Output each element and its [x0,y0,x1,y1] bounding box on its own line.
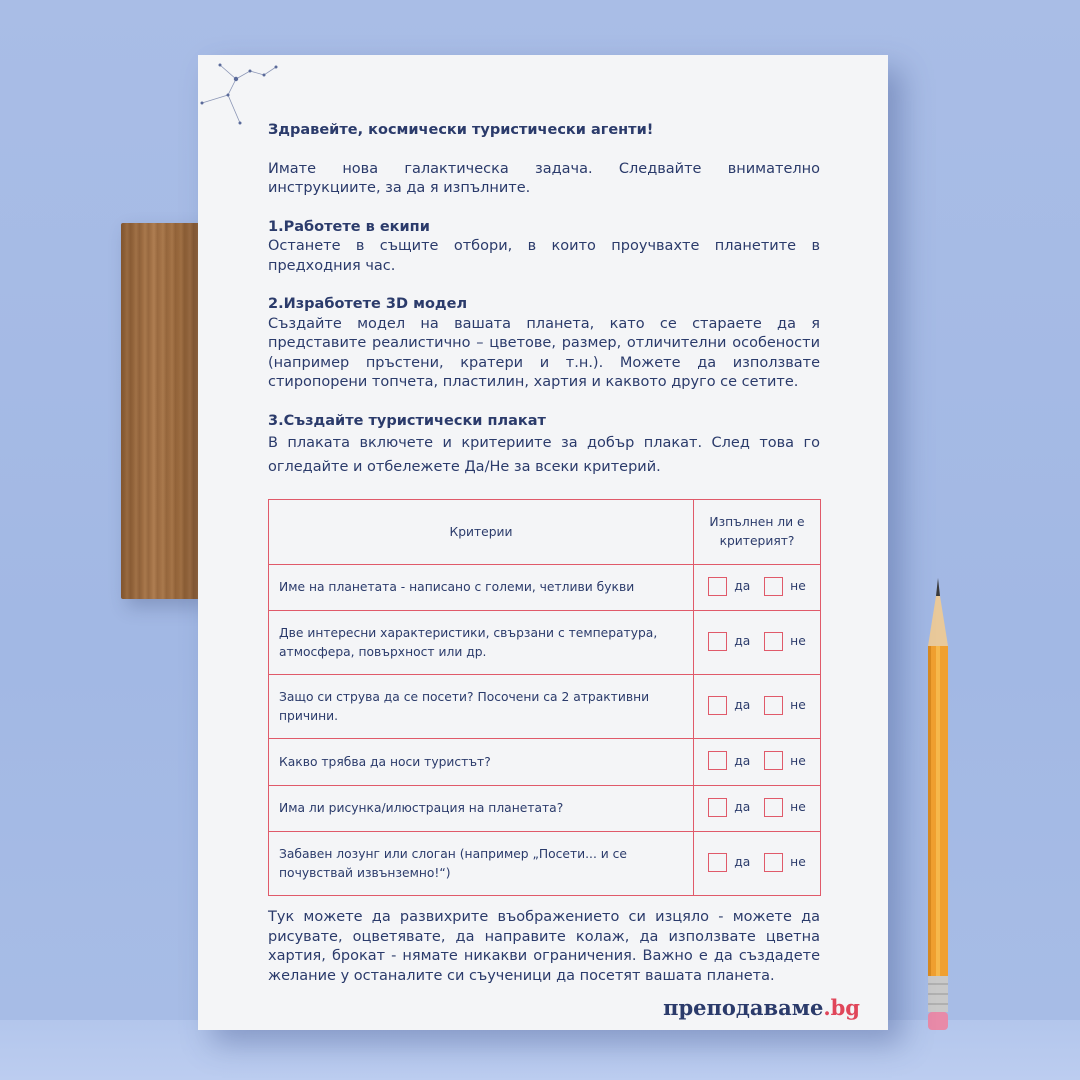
yes-checkbox[interactable] [708,853,727,872]
logo-name: преподаваме [663,995,824,1020]
wooden-block [121,223,201,599]
criterion-text: Две интересни характеристики, свързани с температура, атмосфера, повърхност или др. [269,611,694,675]
yes-label: да [734,634,751,648]
criteria-table [268,499,821,896]
table-row [269,786,821,832]
yes-checkbox[interactable] [708,751,727,770]
table-row [269,611,821,675]
yes-checkbox[interactable] [708,577,727,596]
table-header-row [269,500,821,565]
done-header: Изпълнен ли е критерият? [694,500,821,565]
site-logo [663,995,860,1020]
greeting: Здравейте, космически туристически агенти! [268,122,654,138]
step-1-text: Останете в същите отбори, в които проучвахте планетите в предходния час. [268,238,820,274]
footer-text: Тук можете да развихрите въображението си изцяло - можете да рисувате, оцветявате, да направите колаж, да използвате цветна хартия, брокат - нямате никакви ограничения. Важно е да създадете желание у останалите си съученици да посетят вашата планета. [268,909,820,984]
criterion-text: Има ли рисунка/илюстрация на планетата? [269,786,694,832]
no-label: не [790,634,806,648]
pencil-icon [927,578,949,1030]
no-label: не [790,698,806,712]
no-label: не [790,579,806,593]
step-1-title: 1.Работете в екипи [268,218,430,235]
yes-label: да [734,579,751,593]
no-label: не [790,800,806,814]
step-3-text: В плаката включете и критериите за добър плакат. След това го огледайте и отбележете Да/Не за всеки критерий. [268,435,820,475]
step-2-title: 2.Изработете 3D модел [268,296,468,312]
no-checkbox[interactable] [764,853,783,872]
step-2-text: Създайте модел на вашата планета, като се стараете да я представите реалистично – цветове, размер, отличителни особености (например пръстени, кратери и т.н.). Можете да използвате стиропорени топчета, пластилин, хартия и каквото друго се сетите. [268,315,820,390]
yes-label: да [734,800,751,814]
yes-label: да [734,753,751,768]
no-checkbox[interactable] [764,577,783,596]
yes-checkbox[interactable] [708,798,727,817]
criterion-text: Защо си струва да се посети? Посочени са 2 атрактивни причини. [269,675,694,739]
instructions [268,121,820,479]
no-checkbox[interactable] [764,751,783,770]
no-checkbox[interactable] [764,632,783,651]
no-checkbox[interactable] [764,696,783,715]
criterion-text: Какво трябва да носи туристът? [269,739,694,786]
no-label: не [790,855,806,869]
no-label: не [790,753,806,768]
step-3-title: 3.Създайте туристически плакат [268,412,546,429]
criterion-text: Име на планетата - написано с големи, четливи букви [269,565,694,611]
criteria-header: Критерии [269,500,694,565]
intro-text: Имате нова галактическа задача. Следвайте внимателно инструкциите, за да я изпълните. [268,160,820,196]
worksheet-page [198,55,888,1030]
table-row [269,739,821,786]
yes-label: да [734,698,751,712]
table-row [269,832,821,896]
yes-checkbox[interactable] [708,632,727,651]
criterion-text: Забавен лозунг или слоган (например „Посети... и се почувствай извънземно!“) [269,832,694,896]
no-checkbox[interactable] [764,798,783,817]
logo-tld: .bg [823,995,860,1020]
yes-checkbox[interactable] [708,696,727,715]
table-row [269,565,821,611]
yes-label: да [734,855,751,869]
table-row [269,675,821,739]
